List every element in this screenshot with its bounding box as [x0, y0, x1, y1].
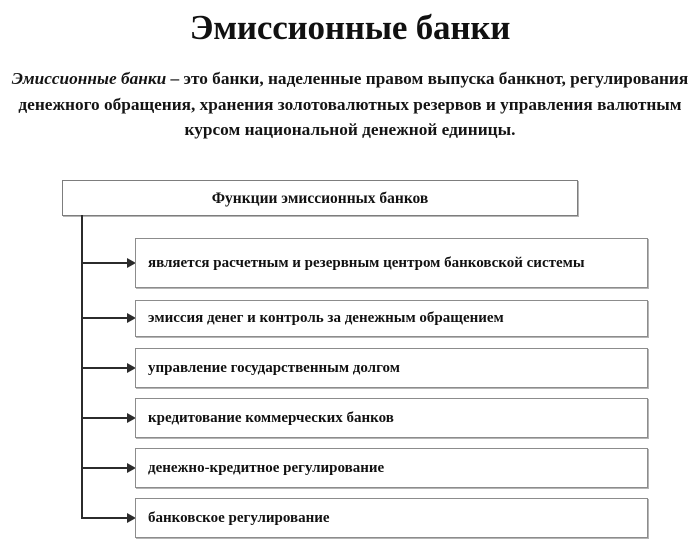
diagram-node-box [135, 348, 648, 388]
diagram-node-box [135, 448, 648, 488]
diagram-root-label: Функции эмиссионных банков [211, 189, 429, 207]
diagram-root-box [62, 180, 578, 216]
connector-stem-4 [81, 417, 128, 419]
connector-stem-6 [81, 517, 128, 519]
diagram-node-label: кредитование коммерческих банков [148, 409, 394, 426]
definition-body: – это банки, наделенные правом выпуска банкнот, регулирования денежного обращения, хранения золотовалютных резервов и управления валютным курсом национальной денежной единицы. [18, 69, 689, 139]
connector-stem-3 [81, 367, 128, 369]
diagram-node-box [135, 398, 648, 438]
connector-stem-2 [81, 317, 128, 319]
connector-stem-5 [81, 467, 128, 469]
diagram-node-label: эмиссия денег и контроль за денежным обращением [148, 310, 504, 326]
diagram-node-label: является расчетным и резервным центром банковской системы [148, 254, 585, 271]
diagram-node-box [135, 498, 648, 538]
connector-stem-1 [81, 262, 128, 264]
page-title: Эмиссионные банки [189, 8, 511, 47]
diagram-node-label: денежно-кредитное регулирование [148, 459, 385, 476]
definition-term: Эмиссионные банки [11, 69, 167, 88]
diagram-node-box [135, 300, 648, 337]
diagram-node-box [135, 238, 648, 288]
diagram-node-label: банковское регулирование [148, 509, 330, 526]
diagram-node-label: управление государственным долгом [148, 359, 400, 376]
